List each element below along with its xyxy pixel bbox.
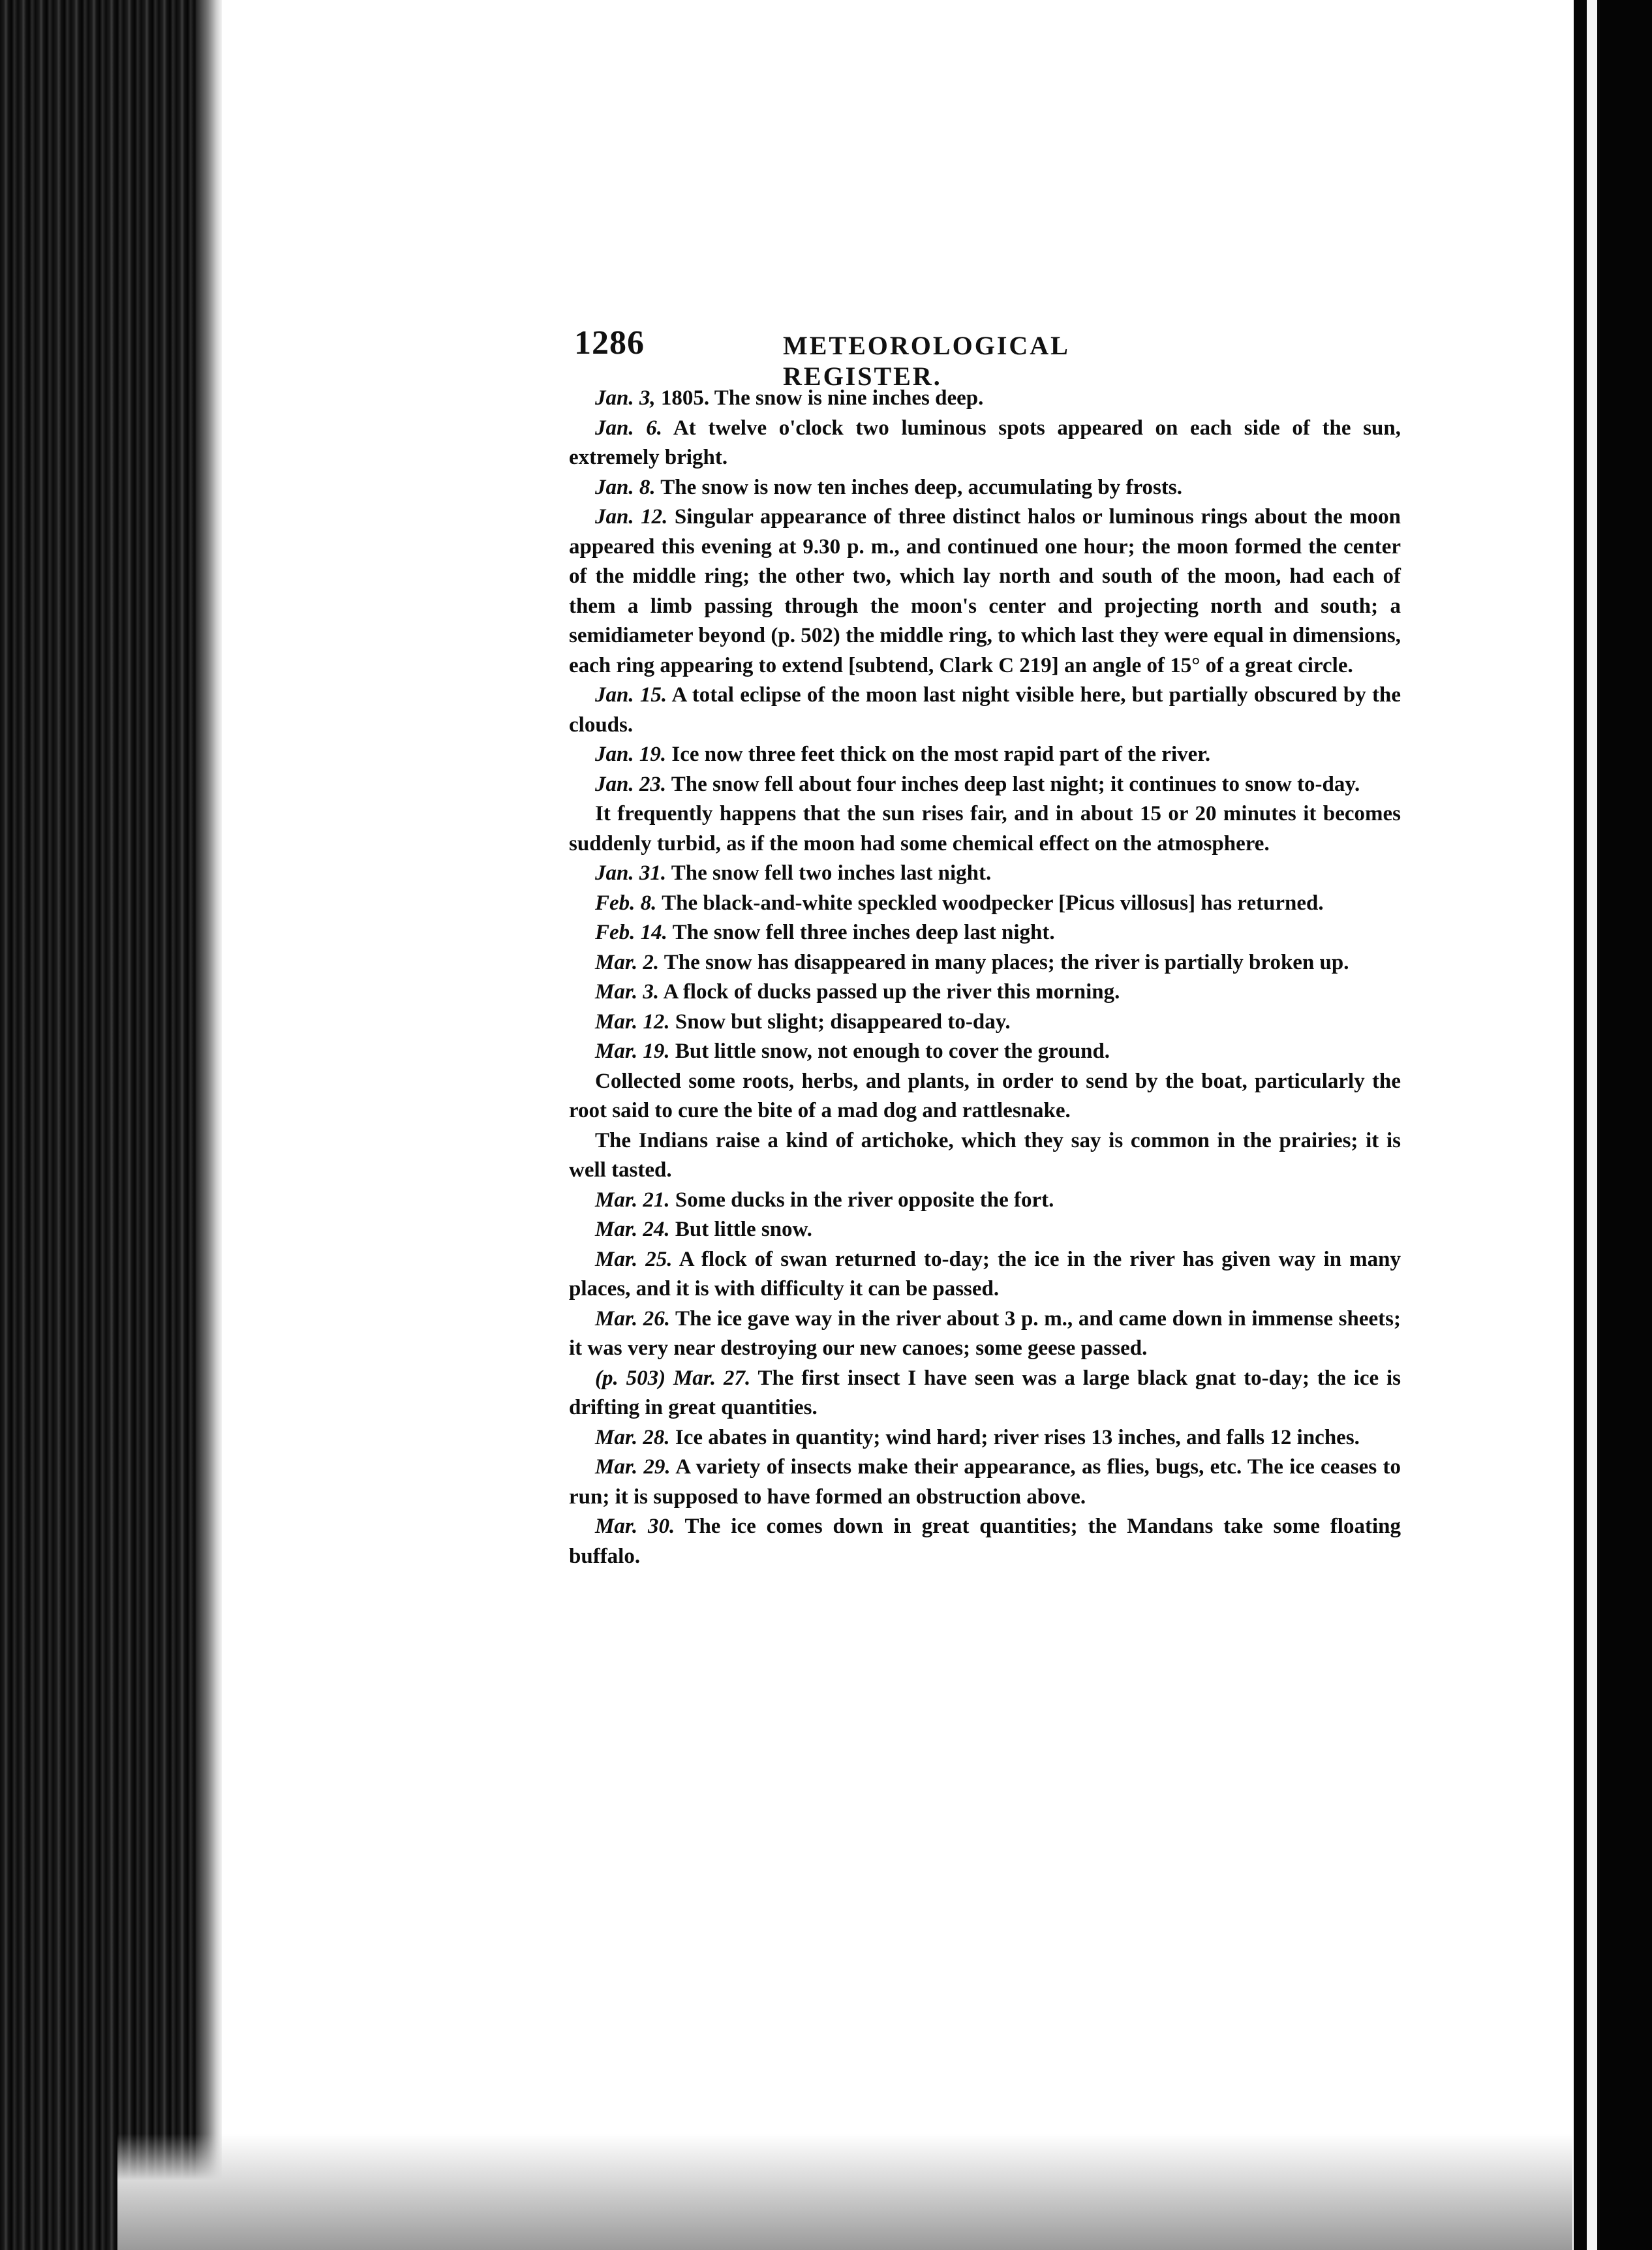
entry-date: Jan. 19. bbox=[595, 743, 667, 766]
scan-border-right bbox=[1574, 0, 1652, 2250]
register-entry bbox=[569, 1067, 1401, 1126]
entry-text: Ice now three feet thick on the most rapid part of the river. bbox=[666, 743, 1211, 766]
entry-text: The snow has disappeared in many places; the river is partially broken up. bbox=[659, 950, 1349, 974]
register-entry bbox=[569, 414, 1401, 473]
entry-date: Mar. 26. bbox=[595, 1306, 671, 1331]
entry-date: Mar. 29. bbox=[595, 1455, 671, 1479]
register-entry bbox=[569, 384, 1401, 414]
register-entry bbox=[569, 1453, 1401, 1512]
register-entry bbox=[569, 1512, 1401, 1571]
entry-text: A flock of swan returned to-day; the ice in the river has given way in many places, and it is with difficulty it can be passed. bbox=[569, 1247, 1401, 1301]
entry-text: The ice comes down in great quantities; the Mandans take some floating buffalo. bbox=[569, 1515, 1401, 1568]
entry-text: But little snow. bbox=[669, 1218, 812, 1241]
register-entry bbox=[569, 1423, 1401, 1453]
register-entry bbox=[569, 1215, 1401, 1245]
entry-date: Mar. 3. bbox=[595, 980, 660, 1004]
entry-date: Mar. 28. bbox=[595, 1425, 670, 1449]
register-entry bbox=[569, 770, 1401, 800]
entry-date: Mar. 24. bbox=[595, 1218, 670, 1241]
entry-text: Singular appearance of three distinct halos or luminous rings about the moon appeared this evening at 9.30 p. m., and continued one hour; the moon formed the center of the middle ring; the other two, which lay north and south of the moon, had each of them a limb passing through the moon's center and projecting north and south; a semidiameter beyond (p. 502) the middle ring, to which last they were equal in dimensions, each ring appearing to extend [subtend, Clark C 219] an angle of 15° of a great circle. bbox=[569, 505, 1401, 677]
entry-date: Jan. 23. bbox=[595, 772, 667, 796]
entry-text: The snow is now ten inches deep, accumulating by frosts. bbox=[655, 475, 1182, 499]
entry-text: But little snow, not enough to cover the ground. bbox=[669, 1040, 1110, 1063]
register-entry bbox=[569, 918, 1401, 948]
entry-date: Jan. 31. bbox=[595, 861, 667, 885]
next-page-edge bbox=[1587, 0, 1597, 2250]
register-entry bbox=[569, 1364, 1401, 1423]
entry-text: A total eclipse of the moon last night visible here, but partially obscured by the clouds. bbox=[569, 683, 1401, 737]
entry-text: A variety of insects make their appearance, as flies, bugs, etc. The ice ceases to run; it is supposed to have formed an obstruction above. bbox=[569, 1455, 1401, 1509]
entry-text: The snow fell about four inches deep last night; it continues to snow to-day. bbox=[666, 772, 1360, 796]
entry-text: The black-and-white speckled woodpecker [Picus villosus] has returned. bbox=[656, 891, 1324, 915]
register-entry bbox=[569, 978, 1401, 1008]
register-entry bbox=[569, 1245, 1401, 1304]
register-entry bbox=[569, 502, 1401, 681]
entry-text: Ice abates in quantity; wind hard; river rises 13 inches, and falls 12 inches. bbox=[669, 1425, 1360, 1449]
register-entry bbox=[569, 799, 1401, 859]
entry-date: Jan. 15. bbox=[595, 683, 667, 707]
register-entry bbox=[569, 1126, 1401, 1186]
entry-date: Mar. 30. bbox=[595, 1515, 675, 1538]
entry-date: Jan. 8. bbox=[595, 475, 656, 499]
register-entry bbox=[569, 889, 1401, 919]
entry-text: The Indians raise a kind of artichoke, which they say is common in the prairies; it is well tasted. bbox=[569, 1128, 1401, 1182]
register-entry bbox=[569, 473, 1401, 503]
entry-date: Feb. 14. bbox=[595, 921, 667, 944]
entry-text: It frequently happens that the sun rises fair, and in about 15 or 20 minutes it becomes suddenly turbid, as if the moon had some chemical effect on the atmosphere. bbox=[569, 802, 1401, 855]
entry-date: Jan. 6. bbox=[595, 416, 663, 440]
entry-date: Jan. 3, bbox=[595, 386, 656, 410]
entry-date: Jan. 12. bbox=[595, 505, 668, 529]
entry-text: The snow fell three inches deep last night. bbox=[667, 921, 1055, 944]
entry-text: 1805. The snow is nine inches deep. bbox=[655, 386, 984, 410]
register-entry bbox=[569, 948, 1401, 978]
entry-date: Mar. 19. bbox=[595, 1040, 670, 1063]
entry-date: Mar. 2. bbox=[595, 950, 660, 974]
page-header bbox=[574, 324, 1201, 391]
entry-date: Mar. 12. bbox=[595, 1009, 670, 1034]
register-entry bbox=[569, 1008, 1401, 1038]
entry-text: The first insect I have seen was a large black gnat to-day; the ice is drifting in great quantities. bbox=[569, 1366, 1401, 1419]
register-text bbox=[569, 384, 1401, 1571]
register-entry bbox=[569, 1186, 1401, 1216]
entry-date: Mar. 25. bbox=[595, 1247, 673, 1271]
register-entry bbox=[569, 1037, 1401, 1067]
entry-date: Mar. 21. bbox=[595, 1188, 670, 1212]
entry-text: At twelve o'clock two luminous spots appeared on each side of the sun, extremely bright. bbox=[569, 416, 1401, 469]
register-entry bbox=[569, 859, 1401, 889]
entry-text: The snow fell two inches last night. bbox=[666, 861, 992, 885]
entry-text: A flock of ducks passed up the river this morning. bbox=[659, 980, 1120, 1004]
entry-date: (p. 503) Mar. 27. bbox=[595, 1366, 751, 1390]
page-gutter-shadow bbox=[196, 0, 222, 2250]
entry-date: Feb. 8. bbox=[595, 891, 657, 915]
running-head: METEOROLOGICAL REGISTER. bbox=[783, 331, 1069, 391]
register-entry bbox=[569, 740, 1401, 770]
register-entry bbox=[569, 681, 1401, 740]
page-number: 1286 bbox=[574, 324, 645, 362]
entry-text: The ice gave way in the river about 3 p. m., and came down in immense sheets; it was very near destroying our new canoes; some geese passed. bbox=[569, 1306, 1401, 1360]
entry-text: Some ducks in the river opposite the fort. bbox=[669, 1188, 1054, 1212]
entry-text: Snow but slight; disappeared to-day. bbox=[669, 1009, 1011, 1034]
register-entry bbox=[569, 1304, 1401, 1364]
book-binding bbox=[0, 0, 215, 2250]
page-bottom-shadow bbox=[117, 2134, 1572, 2250]
entry-text: Collected some roots, herbs, and plants, in order to send by the boat, particularly the root said to cure the bite of a mad dog and rattlesnake. bbox=[569, 1069, 1401, 1122]
